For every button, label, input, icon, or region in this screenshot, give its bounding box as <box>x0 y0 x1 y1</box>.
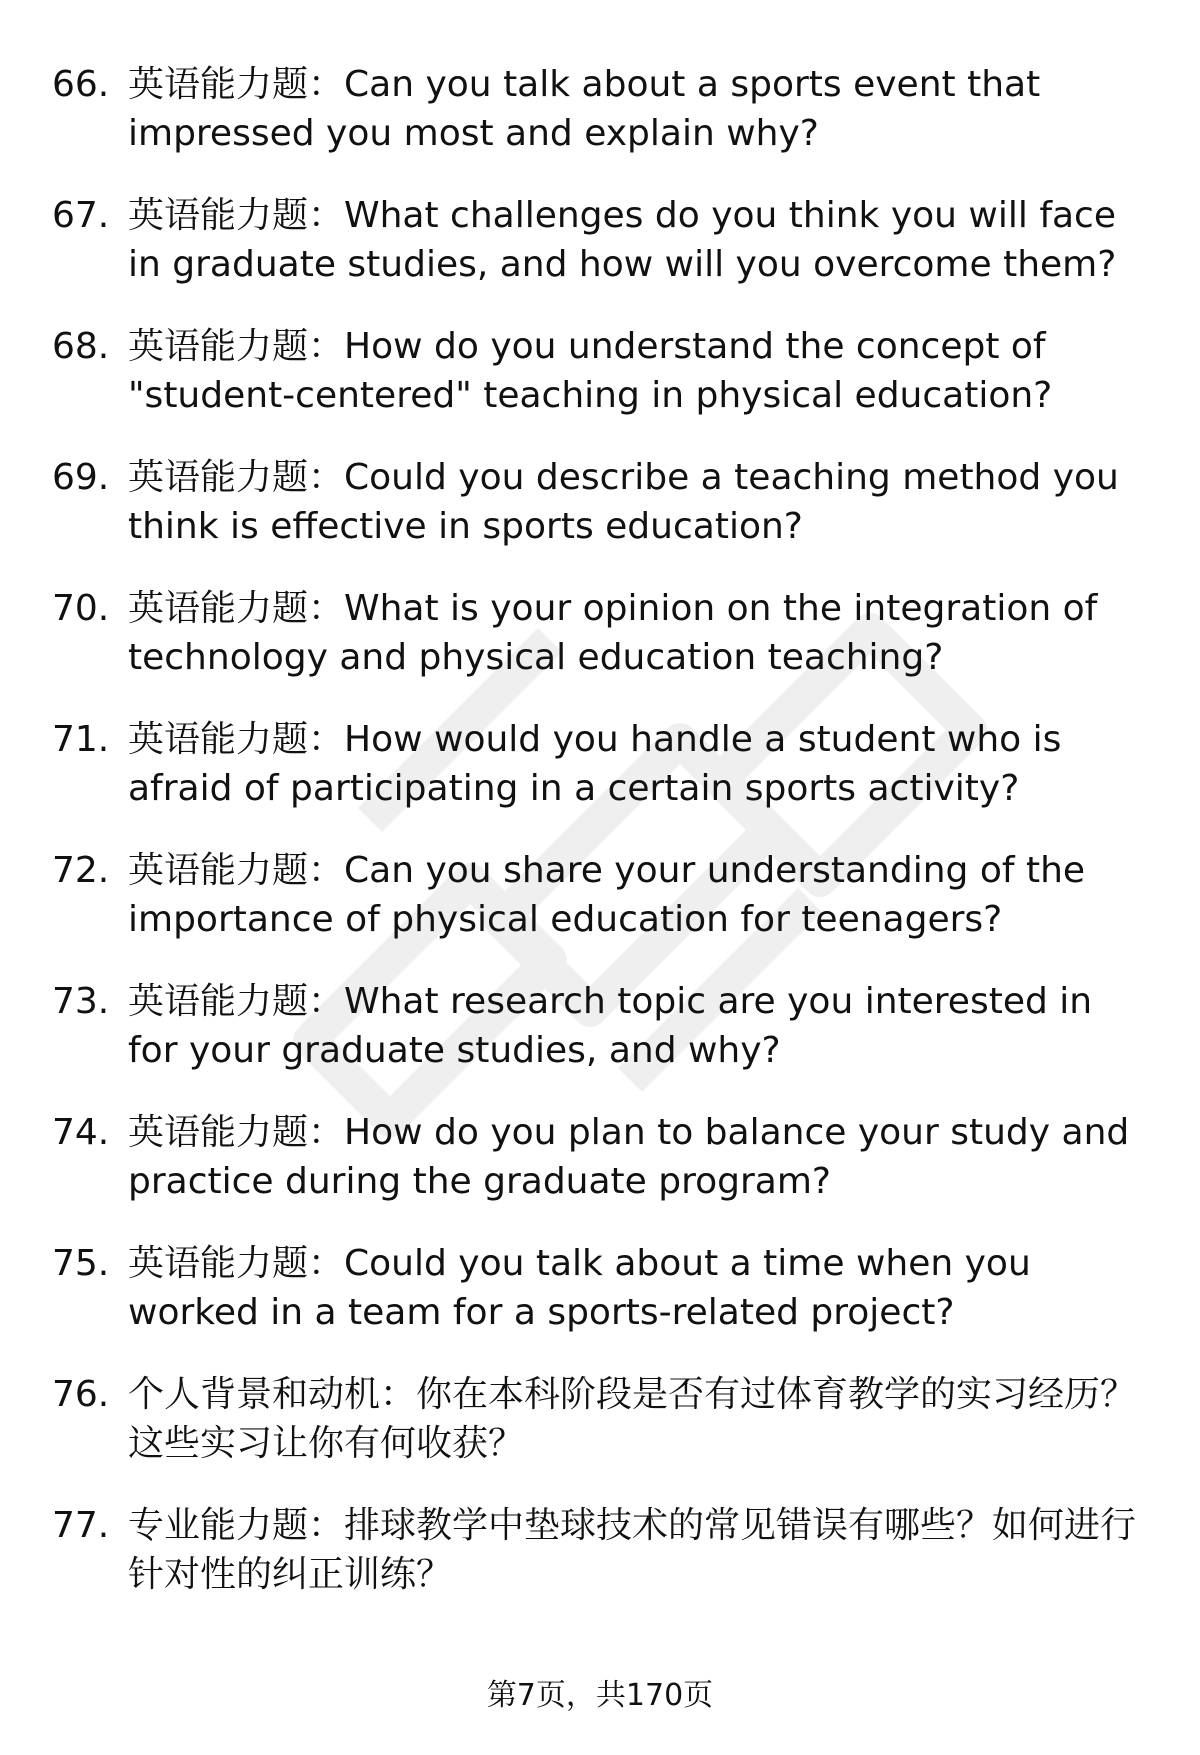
question-body <box>128 846 1152 944</box>
question-item <box>52 1239 1152 1337</box>
question-body <box>128 60 1152 158</box>
question-number: 71. <box>52 719 110 760</box>
question-category: 英语能力题： <box>128 1243 345 1284</box>
question-number: 77. <box>52 1505 110 1546</box>
question-number: 68. <box>52 326 110 367</box>
question-text: How do you plan to balance your study and practice during the graduate program? <box>128 1112 1130 1202</box>
question-text: Could you talk about a time when you worked in a team for a sports-related project? <box>128 1243 1031 1333</box>
question-body <box>128 1108 1152 1206</box>
question-text: Can you share your understanding of the importance of physical education for teenagers? <box>128 850 1086 940</box>
question-item <box>52 60 1152 158</box>
question-text: What is your opinion on the integration of technology and physical education teaching? <box>128 588 1098 678</box>
question-body <box>128 322 1152 420</box>
question-category: 英语能力题： <box>128 981 345 1022</box>
question-body <box>128 1501 1152 1599</box>
question-category: 英语能力题： <box>128 850 345 891</box>
question-body <box>128 1370 1152 1468</box>
question-number: 73. <box>52 981 110 1022</box>
question-category: 英语能力题： <box>128 195 345 236</box>
question-text: 你在本科阶段是否有过体育教学的实习经历？这些实习让你有何收获？ <box>128 1374 1137 1464</box>
question-text: Could you describe a teaching method you think is effective in sports education? <box>128 457 1119 547</box>
question-text: 排球教学中垫球技术的常见错误有哪些？如何进行针对性的纠正训练？ <box>128 1505 1137 1595</box>
question-item <box>52 1370 1152 1468</box>
question-number: 72. <box>52 850 110 891</box>
question-text: How do you understand the concept of "student-centered" teaching in physical education? <box>128 326 1053 416</box>
question-body <box>128 1239 1152 1337</box>
page-number-footer: 第7页，共170页 <box>486 1678 714 1713</box>
question-body <box>128 191 1152 289</box>
question-number: 70. <box>52 588 110 629</box>
question-list <box>52 60 1152 1632</box>
question-body <box>128 584 1152 682</box>
question-category: 英语能力题： <box>128 1112 345 1153</box>
question-category: 个人背景和动机： <box>128 1374 417 1415</box>
question-number: 69. <box>52 457 110 498</box>
question-number: 74. <box>52 1112 110 1153</box>
question-item <box>52 1501 1152 1599</box>
question-category: 英语能力题： <box>128 719 345 760</box>
question-category: 英语能力题： <box>128 588 345 629</box>
question-text: How would you handle a student who is afraid of participating in a certain sports activity? <box>128 719 1062 809</box>
question-text: What research topic are you interested in for your graduate studies, and why? <box>128 981 1093 1071</box>
question-number: 76. <box>52 1374 110 1415</box>
question-category: 英语能力题： <box>128 326 345 367</box>
question-category: 专业能力题： <box>128 1505 345 1546</box>
question-number: 67. <box>52 195 110 236</box>
question-text: What challenges do you think you will face in graduate studies, and how will you overcome them? <box>128 195 1117 285</box>
question-category: 英语能力题： <box>128 64 345 105</box>
question-item <box>52 191 1152 289</box>
question-item <box>52 322 1152 420</box>
question-item <box>52 453 1152 551</box>
question-item <box>52 584 1152 682</box>
question-body <box>128 453 1152 551</box>
question-category: 英语能力题： <box>128 457 345 498</box>
question-item <box>52 715 1152 813</box>
question-body <box>128 977 1152 1075</box>
question-text: Can you talk about a sports event that impressed you most and explain why? <box>128 64 1041 154</box>
question-number: 75. <box>52 1243 110 1284</box>
question-item <box>52 977 1152 1075</box>
question-item <box>52 1108 1152 1206</box>
question-number: 66. <box>52 64 110 105</box>
question-body <box>128 715 1152 813</box>
question-item <box>52 846 1152 944</box>
